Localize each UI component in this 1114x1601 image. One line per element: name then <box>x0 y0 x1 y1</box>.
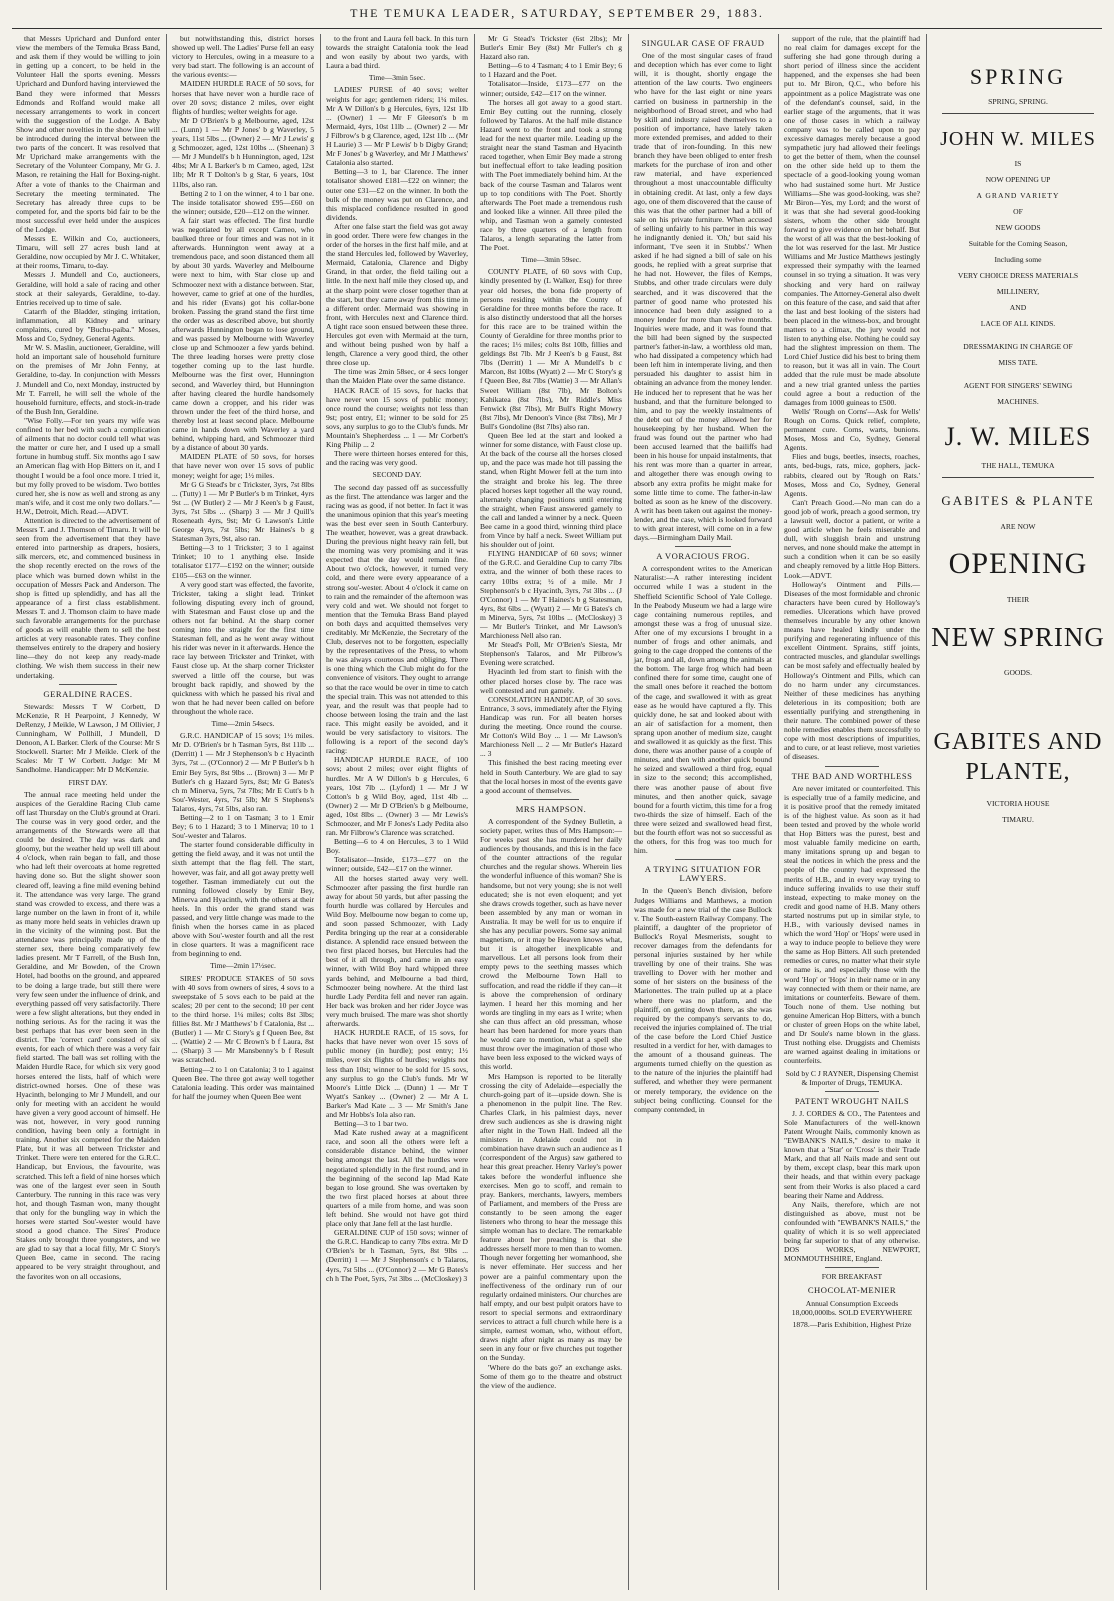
paragraph: Mr D O'Brien's b g Melbourne, aged, 12st ... (Lunn) 1 — Mr P Jones' b g Waverley, 5 years, 11st 5lbs ... (Owner) 2 — Mr J Lewis' g g Schmoozer, aged, 12st 10lbs ... (Sheenan) 3 — Mr J Mundell's b h Hunnington, aged, 12st 4lbs; Mr A L Barker's b m Cameo, aged, 12st 1lb; Mr R T Dolton's b g Star, 6 years, 10st 11lbs, also ran. <box>172 115 314 189</box>
ad-line: DRESSMAKING IN CHARGE OF <box>963 342 1073 351</box>
paragraph: Betting—3 to 1, bar Clarence. The inner totalisator showed £181—£22 on winner; the outer one £31—£2 on the winner. In both the bulk of the money was put on Clarence, and this misplaced confidence resulted in good dividends. <box>326 167 468 222</box>
paragraph: The horses all got away to a good start. Emir Bey cutting out the running, closely followed by Talaros. At the half mile distance Hazard went to the front and took a strong lead for the next quarter mile. Leading up the straight near the stand Tasman and Hyacinth raced together, when Emir Bey made a strong but ineffectual effort to take leading position with The Poet immediately behind him. At the back of the course Tasman and Talaros went up to top conditions with The Poet. Shortly afterwards The Poet made a tremendous rush and looked like a winner. All three piled the whip, and Tasman won a gamely contested race by three quarters of a length from Talaros, a length separating the latter from The Poet. <box>480 97 622 253</box>
ad-line: NEW GOODS <box>995 223 1041 232</box>
paragraph: Flies and bugs, beetles, insects, roaches, ants, bed-bugs, rats, mice, gophers, jack-rabbits, cleared out by 'Rough on Rats.' Moses, Moss and Co, Sydney, General Agents. <box>784 452 920 498</box>
paragraph: Mrs Hampson is reported to be literally crossing the city of Adelaide—especially the church-going part of it—upside down. She is a phenomenon in the pulpit line. The Rev. Charles Clark, in his palmiest days, never drew such audiences as she is drawing night after night in the Town Hall. Indeed all the ministers in Adelaide could not in combination have drawn such an audience as I (correspondent of the Argus) saw gathered to hear this great preacher. Henry Varley's power takes before the wonderful influence she exercises. Men go to scoff, and remain to pray. Bankers, merchants, lawyers, members of Parliament, and members of the Press are constantly to be seen among the eager listeners who throng to hear the message this simple woman has to declare. The remarkable feature about her preaching is that she addresses herself more to men than to women. Though never forgetting her womanhood, she is never effeminate. Her success and her power are a painful commentary upon the ineffectiveness of the ordinary run of our regularly ordained ministers. Our churches are half empty, and our best pulpit orators have to resort to special sermons and extraordinary services to attract a full church while here is a simple, earnest woman, who, without effort, draws night after night as many as may be seen in any four or five churches put together on the Sunday. <box>480 1071 622 1363</box>
column-rule <box>474 34 475 1590</box>
column-rule <box>166 34 167 1590</box>
paragraph: A correspondent of the Sydney Bulletin, a society paper, writes thus of Mrs Hampson:—For weeks past she has murdered her daily audiences by thousands, and this is in the face of the counter attractions of the regular churches and the regular shows. Wherein lies the wonderful influence of this woman? She is handsome, but not very young; she is not well educated; she is not even eloquent; and yet she draws crowds together, such as have never been assembled by any man or woman in Australia. It may be well for us to enquire if she has any peculiar powers. Some say animal magnetism, or it may be Heaven knows what, but it is altogether inexplicable and marvellous. Let all persons look from their empty pews to the seething masses which crowd the Melbourne Town Hall to suffocation, and read the riddle if they can—it is above the comprehension of ordinary laymen. I heard her this morning and her words are tingling in my ears as I write; when she can thus affect an old pressman, whose heart has been hardened for more years than he would care to mention, what a spell she must throw over the imagination of those who have been less exposed to the wicked ways of this world. <box>480 816 622 1072</box>
ad-title: OPENING <box>948 547 1088 580</box>
race-time: Time—3min 59sec. <box>520 255 582 265</box>
ad-line: MACHINES. <box>997 397 1039 406</box>
column-1 <box>12 34 164 1590</box>
ad-line: ARE NOW <box>1000 522 1036 531</box>
paragraph: MAIDEN PLATE of 50 sovs, for horses that have never won over 15 sovs of public money; weight for age; 1½ miles. <box>172 452 314 480</box>
ad-name: J. W. MILES <box>944 422 1092 451</box>
paragraph: After one false start the field was got away in good order. There were few changes in the order of the horses in the first half mile, and at the stand Hercules led, followed by Waverley, Mermaid, Catalonia, Clarence and Digby Grand, in that order, the field tailing out a little. In the next half mile they closed up, and at the sharp point were closer together than at the start, but they came away from this time in a different order. Mermaid was showing in front, with Hercules next and Clarence third. A tight race soon ensued between these three. Hercules got even with Mermaid at the turn, and without being pushed won by half a length, Clarence a very good third, the other three close up. <box>326 221 468 368</box>
paragraph: Betting—3 to 1 bar two. <box>334 1119 409 1129</box>
paragraph: Messrs J. Mundell and Co, auctioneers, Geraldine, will hold a sale of racing and other stock at their saleyards, Geraldine, to-day. Entries received up to time of sale. <box>16 270 160 307</box>
paragraph: but notwithstanding this, district horses showed up well. The Ladies' Purse fell an easy victory to Hercules, owing in a measure to a very bad start. The following is an account of the various events:— <box>172 34 314 80</box>
ad-line: VERY CHOICE DRESS MATERIALS <box>957 271 1079 280</box>
paragraph: GERALDINE CUP of 150 sovs; winner of the G.R.C. Handicap to carry 7lbs extra. Mr D O'Brien's br h Tasman, 5yrs, 8st 9lbs ... (Derritt) 1 — Mr J Stephenson's c b Talaros, 4yrs, 7st 5lbs ... (O'Connor) 2 — Mr G Bates's ch h The Poet, 5yrs, 7st 3lbs ... (McCloskey) 3 <box>326 1228 468 1283</box>
ad-title: SPRING <box>969 64 1067 89</box>
paragraph: The second day passed off as successfully as the first. The attendance was larger and the racing was as good, if not better. In fact it was the unanimous opinion that this year's meeting was the best ever seen in South Canterbury. The weather, however, was a great drawback. During the previous night heavy rain fell, but the morning was very promising and it was expected that the day would remain fine. About two o'clock, however, it turned very cold, and there were every appearance of a strong sou'-wester. About 4 o'clock it came on to rain and the remainder of the afternoon was very cold and wet. We should not forget to mention that the Temuka Brass Band played on both days and acquitted themselves very creditably. Mr McKenzie, the Secretary of the Club, deserves not to be forgotten, especially by the representatives of the Press, to whom he was always courteous and obliging. There is one thing which the Club might do for the convenience of visitors. They ought to arrange so that the race would be over in time to catch the special train. This was not attended to this year, and the result was that people had to choose between losing the train and the last race. This might easily be avoided, and it would be very satisfactory to visitors. The following is a report of the second day's racing: <box>326 482 468 756</box>
divider <box>59 684 117 685</box>
subheading: SECOND DAY. <box>372 470 422 480</box>
paragraph: Holloway's Ointment and Pills.—Diseases of the most formidable and chronic characters have been cured by Holloway's remedies. Ulcerations which have proved themselves incurable by any other known means have healed kindly under the purifying and regenerating influence of this excellent Ointment. Sprains, stiff joints, contracted muscles, and glandular swellings can be most safely and effectually healed by Holloway's Ointment and Pills, which can do no harm under any circumstances. Neither of these medicines has anything deleterious in its composition; both are essentially purifying and strengthening in their nature. The combined power of these noble remedies enables them successfully to cope with most descriptions of impurities, and to cure, or at least relieve, most varieties of diseases. <box>784 579 920 762</box>
ad-kicker: FOR BREAKFAST <box>821 1272 883 1282</box>
divider <box>942 113 1094 114</box>
paragraph: that Messrs Uprichard and Dunford enter view the members of the Temuka Brass Band, and ask them if they would be willing to join in getting up a concert, to be held in the Volunteer Hall the sports evening. Messrs Uprichard and Dunford having interviewed the Band they were informed that Messrs Edmonds and Rolfand would make all necessary arrangements to work in concert with the suggestion of the Lodge. A Baby Show and other novelties in the show line will be introduced during the interval between the two parts of the concert. It was resolved that Mr Uprichard make arrangements with the Secretary of the Volunteer Company, Mr G. J. Mason, re retaining the Hall for Boxing-night. After a vote of thanks to the Chairman and Secretary the meeting terminated. The Secretary has already three cups to be competed for, and the sports bid fair to be the most successful ever held under the auspices of the Lodge. <box>16 34 160 234</box>
column-rule <box>628 34 629 1590</box>
ad-line: Including some <box>994 255 1042 264</box>
paragraph: A very good start was effected, the favorite, Trickster, taking a slight lead. Trinket following disputing every inch of ground, with Statesman and Faust close up and the others not far behind. At the sharp corner coming into the straight for the first time Statesman fell, and as he went away without his rider was never in it afterwards. Hence the race lay between Trickster and Trinket, with Faust close up. At the sharp corner Trickster swerved a little off the course, but was brought back rapidly, and showed by the quickness with which he passed his rival and won that he had never been called on before throughout the whole race. <box>172 579 314 716</box>
article-heading: SINGULAR CASE OF FRAUD <box>641 38 765 48</box>
paragraph: HACK HURDLE RACE, of 15 sovs, for hacks that have never won over 15 sovs of public money (in hurdle); post entry; 1½ miles, over six flights of hurdles; weights not less than 10st; winner to be sold for 15 sovs, any surplus to go the Club's funds. Mr W Moore's Little Dick ... (Dunn) 1 — Mr T Wyatt's Sankey ... (Owner) 2 — Mr A L Barker's Mad Kate ... 3 — Mr Smith's Jane and Mr Hobbs's Iola also ran. <box>326 1028 468 1119</box>
paragraph: Mr W. S. Maslin, auctioneer, Geraldine, will hold an important sale of household furniture on the premises of Mr John Fenny, at Geraldine, to-day. In conjunction with Messrs J. Mundell and Co, next Monday, instructed by Mr T. Farrell, he will sell the whole of the household furniture, effects, and stock-in-trade of the Bush Inn, Geraldine. <box>16 343 160 416</box>
paragraph: A fair start was effected. The first hurdle was negotiated by all except Cameo, who baulked three or four times and was not in it afterwards. Hunnington went away at a tremendous pace, and soon distanced them all by about 30 yards. Waverley and Melbourne were next to him, with Star close up and Schmoozer next with a distance between. Star, however, came to grief at one of the hurdles, and his rider (Evans) got his collar-bone broken. Passing the grand stand the first time the order was as described above, but shortly afterwards Hunnington began to lose ground, and was passed by Melbourne with Waverley close up and Schmoozer a few yards behind. The three leading horses were pretty close together coming up to the last hurdle. Melbourne was the first over, Hunnington second, and Waverley third, but Hunnington after having cleared the hurdle handsomely came down a cropper, and his rider was thrown under the feet of the third horse, and thereby lost at least second place. Melbourne came in hands down with Waverley a yard behind, whipping hard, and Schmoozer third by a distance of about 30 yards. <box>172 215 314 453</box>
paragraph: This finished the best racing meeting ever held in South Canterbury. We are glad to say that the local horses in most of the events gave a good account of themselves. <box>480 758 622 795</box>
paragraph: Messrs E. Wilkin and Co, auctioneers, Timaru, will sell 27 acres bush land at Geraldine, now occupied by Mr J. C. Whitaker, at their rooms, Timaru, to-day. <box>16 234 161 271</box>
ad-name: GABITES & PLANTE <box>941 493 1095 508</box>
ad-line: VICTORIA HOUSE <box>986 799 1050 808</box>
ad-line: THEIR <box>1006 595 1030 604</box>
article-heading: GERALDINE RACES. <box>43 688 133 699</box>
paragraph: Betting—2 to 1 on Catalonia; 3 to 1 against Queen Bee. The three got away well together Catalonia leading. This order was maintained for half the journey when Queen Bee went <box>172 1064 314 1101</box>
advert-column <box>928 34 1108 1590</box>
divider <box>675 859 730 860</box>
paragraph: One of the most singular cases of fraud and deception which has ever come to light will, it is thought, shortly engage the attention of the law courts. Two engineers who have for the last eight or nine years carried on business in partnership in the neighborhood of Broad street, and who had by skill and industry raised themselves to a position of importance, have lately taken more extended premises, and added to their trade that of iron-founding. In this new branch they have been obliged to enter fresh markets for the purchase of iron and other raw material, and have experienced throughout a most unaccountable difficulty in obtaining credit. At last, only a few days ago, one of them discovered that the cause of this was that the other partner had a bill of sale on his private furniture. When accused of selling unfairly to his partner in this way he indignantly denied it. 'Oh,' but said his informant, 'I've seen it in Stubbs'.' When asked if he had signed a bill of sale on his goods, he replied with a great surprise that he had not. However, the files of Kemps, Stubbs, and other trade circulars were duly searched, and it was discovered that the partner of good name who protested his innocence had been duly assigned to a money lender for more than twelve months. Inquiries were made, and it was found that the bill had been signed by the suspected partner's father-in-law, a worthless old man, who had dissipated a competency which had been left him in intemperate living, and then persuaded his daughter to assist him in obtaining an advance from the money lender. He induced her to represent that he was her husband, and that the furniture belonged to him, and to pay the weekly instalments of the debt out of the money allowed her for housekeeping by her husband. When the fraud was found out the partner who had been accused learned that the bailiffs had been in his house for unpaid instalments, that his rent was more than a quarter in arrear, and altogether there was enough owing to absorb any extra profits he might make for some little time to come. The father-in-law bolted as soon as he knew of the discovery. A writ has been taken out against the money-lender, and the case, which is looked forward to with great interest, will come on in a few days.—Birmingham Daily Mail. <box>634 51 772 543</box>
ad-line: MISS TATE. <box>998 358 1038 367</box>
ad-line: MILLINERY, <box>996 287 1040 296</box>
paragraph: Mr G Stead's Trickster (6st 2lbs); Mr Butler's Emir Bey (8st) Mr Fuller's ch g Hazard also ran. <box>480 34 622 62</box>
column-rule <box>926 34 927 1590</box>
column-4 <box>476 34 626 1590</box>
paragraph: Catarrh of the Bladder, stinging irritation, inflammation, all Kidney and urinary complaints, cured by "Buchu-paiba." Moses, Moss and Co, Sydney, General Agents. <box>16 306 160 344</box>
paragraph: HANDICAP HURDLE RACE, of 100 sovs; about 2 miles; over eight flights of hurdles. Mr A W Dillon's b g Hercules, 6 years, 10st 7lb ... (Lyford) 1 — Mr J W Cotton's b g Wild Boy, aged, 11st 4lb ... (Owner) 2 — Mr D O'Brien's b g Melbourne, aged, 10st 8lbs ... (Owner) 3 — Mr Lewis's Schmoozer, and Mr F Jones's Lady Pedita also ran. Mr Filbrow's Clarence was scratched. <box>326 755 468 838</box>
ad-name: GABITES AND PLANTE, <box>933 729 1103 785</box>
paragraph: Totalisator—Inside, £173—£77 on the winner; outside, £42—£17 on the winner. <box>326 855 468 874</box>
divider <box>825 1091 879 1092</box>
paragraph: Betting 2 to 1 on the winner, 4 to 1 bar one. The inside totalisator showed £95—£60 on the winner; outside, £20—£12 on the winner. <box>172 188 314 216</box>
paragraph: Mr G G Stead's br c Trickster, 3yrs, 7st 8lbs ... (Tutty) 1 — Mr P Butler's b m Trinket, 4yrs 9st ... (W Butler) 2 — Mr J Keen's b g Faust, 3yrs, 7st 5lbs ... (Sharp) 3 — Mr J Quill's Roseneath 4yrs, 9st; Mr G Lawson's Little George 4yrs, 7st 5lbs; Mr Haines's b g Statesman 3yrs, 9st, also ran. <box>172 479 314 544</box>
divider <box>825 1267 879 1268</box>
paragraph: CONSOLATION HANDICAP, of 30 sovs. Entrance, 3 sovs, immediately after the Flying Handicap was run. For all beaten horses during the meeting. Once round the course. Mr Cotton's Wild Boy ... 1 — Mr Lawson's Marchioness Nell ... 2 — Mr Butler's Hazard ... 3 <box>480 694 622 759</box>
ad-line: Annual Consumption Exceeds 18,000,000lbs. SOLD EVERYWHERE <box>791 1298 913 1317</box>
paragraph: to the front and Laura fell back. In this turn towards the straight Catalonia took the lead and won easily by about two yards, with Laura a bad third. <box>326 34 468 71</box>
paragraph: There were thirteen horses entered for this, and the racing was very good. <box>326 449 468 468</box>
masthead-rule <box>12 28 1102 29</box>
seller-line: Sold by C J RAYNER, Dispensing Chemist & Importer of Drugs, TEMUKA. <box>785 1068 919 1087</box>
ad-line: NOW OPENING UP <box>985 175 1051 184</box>
ad-line: THE HALL, TEMUKA <box>981 461 1055 470</box>
column-6 <box>780 34 924 1590</box>
race-time: Time—2min 17½sec. <box>210 961 276 971</box>
ad-title: NEW SPRING <box>931 622 1105 652</box>
paragraph: All the horses started away very well. Schmoozer after passing the first hurdle ran away for about 50 yards, but after passing the fourth hurdle was collared by Hercules and Wild Boy. Melbourne now began to come up, and soon passed Schmoozer, with Lady Perdita bringing up the rear at a considerable distance. A splendid race ensued between the two first placed horses, but Hercules had the best of it all through, and came in an easy winner, with Wild Boy hard whipped three yards behind, and Melbourne a bad third, Schmoozer being nowhere. At the third last hurdle Lady Perdita fell and never ran again. Her back was broken and her rider Joyce was very much bruised. The mare was shot shortly afterwards. <box>326 873 468 1029</box>
divider <box>523 799 580 800</box>
ad-line: OF <box>1013 207 1023 216</box>
article-heading: MRS HAMPSON. <box>515 803 587 814</box>
column-rule <box>778 34 779 1590</box>
paragraph: Mr Stead's Poll, Mr O'Brien's Siesta, Mr Stephenson's Talaros, and Mr Pilbrow's Evening were scratched. <box>480 640 622 668</box>
article-heading: THE BAD AND WORTHLESS <box>791 770 913 781</box>
ad-name: JOHN W. MILES <box>940 128 1096 150</box>
paragraph: The starter found considerable difficulty in getting the field away, and it was not until the sixth attempt that the flag fell. The start, however, was fair, and all got away pretty well together. Tasman immediately cut out the running followed closely by Emir Bey, Minerva and Hyacinth, with the others at their heels. In this order the grand stand was passed, and very little change was made to the finish when the horses came in as placed above with Sou'-wester fourth and all the rest in close quarters. It was a magnificent race from beginning to end. <box>172 840 314 959</box>
ad-line: Suitable for the Coming Season, <box>968 239 1068 248</box>
paragraph: Betting—6 to 4 on Hercules, 3 to 1 Wild Boy. <box>326 837 468 856</box>
paragraph: Betting—6 to 4 Tasman; 4 to 1 Emir Bey; 6 to 1 Hazard and the Poet. <box>480 61 622 80</box>
paragraph: LADIES' PURSE of 40 sovs; welter weights for age; gentlemen riders; 1¼ miles. Mr A W Dillon's b g Hercules, 6yrs, 12st 1lb ... (Owner) 1 — Mr F Gleeson's b m Mermaid, 4yrs, 10st 11lb ... (Owner) 2 — Mr J Filbrow's b g Clarence, aged, 12st 1lb ... (Mr H Laurie) 3 — Mr P Lewis' b b Digby Grand; Mr F Jones' b g Waverley, and Mr J Matthews' Catalonia also started. <box>326 85 468 168</box>
paragraph: SIRES' PRODUCE STAKES of 50 sovs with 40 sovs from owners of sires, 4 sovs to a sweepstake of 5 sovs each to be paid at the scales; 20 per cent to the second; 10 per cent to the third horse. 1¼ miles; colts 8st 3lbs; fillies 8st. Mr J Matthews' b f Catalonia, 8st ... (Butler) 1 — Mr C Story's g f Queen Bee, 8st ... (Wattie) 2 — Mr C Brown's b f Laura, 8st ... (Sharp) 3 — Mr Mansbenny's b f Result was scratched. <box>172 973 314 1065</box>
paragraph: J. J. CORDES & CO., The Patentees and Sole Manufacturers of the well-known Patent Wrought Nails, commonly known as "EWBANK'S NAILS," desire to make it known that a 'Star' or 'Cross' is their Trade Mark, and that all Nails made and sent out by them, except clasp, bear this mark upon their heads, and that within every package sent from their Works is also placed a card bearing their Name and Address. <box>784 1108 920 1200</box>
paragraph: "Wise Folly.—For ten years my wife was confined to her bed with such a complication of ailments that no doctor could tell what was the matter or cure her, and I used up a small fortune in humbug stuff. Six months ago I saw an American flag with Hop Bitters on it, and I thought I would be a fool once more. I tried it, but my folly proved to be wisdom. Two bottles cured her, she is now as well and strong as any man's wife, and it cost me only two dollars."—H.W., Detroit, Mich. Read.—ADVT. <box>16 415 160 516</box>
ad-line: IS <box>1014 159 1022 168</box>
ad-line: A GRAND VARIETY <box>976 191 1060 200</box>
paragraph: Hyacinth led from start to finish with the other placed horses close by. The race was well contested and run gamely. <box>480 667 622 695</box>
paragraph: COUNTY PLATE, of 60 sovs with Cup, kindly presented by (L Walker, Esq) for three year old horses, the bona fide property of persons residing within the County of Geraldine for three months before the race. It is also distinctly understood that all the horses for this race are to be trained within the County of Geraldine for three months prior to the races; 1½ miles; colts 8st 10lb, fillies and geldings 8st 7lb. Mr J Keen's b g Faust, 8st 7lbs (Derritt) 1 — Mr A Mundell's b c Marcon, 8st 10lbs (Wyatt) 2 — Mr C Story's g f Queen Bee, 8st 7lbs (Wattie) 3 — Mr Allan's Sweet William (8st 7lb), Mr Bolton's Kahikatea (8st 7lbs), Mr Riddle's Miss Fenwick (8st 7lbs), Mr Bull's Right Mowry (8st 7lbs), Mr Denoon's Vince (8st 7lbs), Mr J Bull's Gondoline (8st 7lbs) also ran. <box>480 267 622 431</box>
paragraph: Betting—3 to 1 Trickster; 3 to 1 against Trinket; 10 to 1 anything else. Inside totalisator £177—£192 on the winner; outside £105—£63 on the winner. <box>172 543 314 580</box>
column-rule <box>320 34 321 1590</box>
paragraph: 'Where do the bats go?' an exchange asks. Some of them go to the theatre and obstruct the view of the audience. <box>480 1362 622 1390</box>
paragraph: Are never imitated or counterfeited. This is especially true of a family medicine, and it is positive proof that the remedy imitated is of the highest value. As soon as it had been tested and proved by the whole world that Hop Bitters was the purest, best and most valuable family medicine on earth, many imitations sprung up and began to steal the notices in which the press and the people of the country had expressed the merits of H.B., and in every way trying to induce suffering invalids to use their stuff instead, expecting to make money on the credit and good name of H.B. Many others started nostrums put up in similar style, to H.B., with variously devised names in which the word 'Hop' or 'Hops' were used in a way to induce people to believe they were the same as Hop Bitters. All such pretended remedies or cures, no matter what their style or name is, and especially those with the word 'Hop' or 'Hops' in their name or in any way connected with them or their name, are imitations or counterfeits. Beware of them. Touch none of them. Use nothing but genuine American Hop Bitters, with a bunch or cluster of green Hops on the white label, and Dr Soule's name blown in the glass. Trust nothing else. Druggists and Chemists are warned against dealing in imitations or counterfeits. <box>784 783 920 1066</box>
race-time: Time—3min 5sec. <box>368 73 426 83</box>
paragraph: The annual race meeting held under the auspices of the Geraldine Racing Club came off last Thursday on the Club's ground at Orari. The course was in very good order, and the arrangements of the Stewards were all that could be desired. The day was dark and gloomy, but the weather held up well till about 4 o'clock, when rain began to fall, and those who had left their overcoats at home regretted having done so. But the slight shower soon cleared off, leaving a fine mild evening behind it. The attendance was very large. The grand stand was crowded to excess, and there was a large number on the lawn in front of it, while as many more held seats in vehicles drawn up in the vicinity of the winning post. But the attendance was principally made up of the sterner sex, there being comparatively few ladies present. Mr T Farrell, of the Bush Inn, Geraldine, and Mr Bowden, of the Crown Hotel, had booths on the ground, and appeared to be doing a large trade, but still there were very few seen under the influence of drink, and everything passed off very satisfactorily. There were a few slight alterations, but they ended in nothing serious. As for the racing it was the best perhaps that has ever been seen in the district. The 'correct card' consisted of six events, for each of which there was a very fair field started. The ball was set rolling with the Maiden Hurdle Race, for which six very good horses entered the lists, half of which were district-owned horses. One of these was Hyacinth, belonging to Mr J Mundell, and our only for meeting with an accident he would have given a very good account of himself. He was not, however, in very good running condition, having been only a fortnight in training. Another six competed for the Maiden Plate, but it was all between Trickster and Trinket. There were ten entered for the G.R.C. Handicap, but Envious, the favourite, was scratched. This left a field of nine horses which was one of the largest ever seen in South Canterbury. The running in this race was very hot, and though Tasman won, many thought that only for the bungling way in which the horses were started Sou'-wester would have stood a good chance. The Sires' Produce Stakes only brought three youngsters, and we are glad to say that a local filly, Mr C Story's Queen Bee, came in second. The racing appeared to be very straight throughout, and the favorites won on all occasions, <box>16 789 160 1281</box>
ad-line: GOODS. <box>1003 668 1033 677</box>
paragraph: The time was 2min 58sec, or 4 secs longer than the Maiden Plate over the same distance. <box>326 367 468 386</box>
column-5 <box>630 34 776 1590</box>
race-time: Time—2min 54secs. <box>211 719 275 729</box>
paragraph: Betting—2 to 1 on Tasman; 3 to 1 Emir Bey; 6 to 1 Hazard; 3 to 1 Minerva; 10 to 1 Sou'-wester and Talaros. <box>172 812 314 841</box>
ad-line: AGENT FOR SINGERS' SEWING <box>963 381 1073 390</box>
divider <box>825 766 879 767</box>
paragraph: A correspondent writes to the American Naturalist:—A rather interesting incident occurred while I was a student in the Sheffield Scientific School of Yale College. In the Peabody Museum we had a large wire cage containing numerous reptiles, and amongst these was a frog of unusual size. After one of my excursions I brought in a number of frogs and other animals, and going to the cage dropped the contents of the jar, frogs and all, down among the animals at the bottom. The large frog which had been confined there for some time, caught one of the small ones before it reached the bottom of the cage, and swallowed it with as great ease as he would have captured a fly. This quickly done, he sat and looked about with an air of satisfaction for a moment, then sprang upon another of medium size, caught and swallowed it as quickly as the first. This done, there was another pause of a couple of minutes, and then with another quick bound he seized and swallowed a third frog, equal in size to the second; this accomplished, there was another pause of about five minutes, and then another quick, savage bound for a fourth victim, this time for a frog two-thirds the size of himself. Each of the three were seized and swallowed head first, but the fourth effort was not so successful as the others, for this frog was too much for him. <box>634 564 772 856</box>
article-heading: A TRYING SITUATION FOR LAWYERS. <box>644 864 762 884</box>
ad-heading: PATENT WROUGHT NAILS <box>794 1095 910 1106</box>
paragraph: FLYING HANDICAP of 60 sovs; winner of the G.R.C. and Geraldine Cup to carry 7lbs extra, and the winner of both these races to carry 10lbs extra; ½ of a mile. Mr J Stephenson's b c Hyacinth, 3yrs, 7st 3lbs ... (J O'Connor) 1 — Mr T Haines's b g Statesman, 4yrs, 8st 6lbs ... (Wyatt) 2 — Mr G Bates's ch m Minerva, 5yrs, 7st 10lbs ... (McCloskey) 3 — Mr Butler's Trinket, and Mr Lawson's Marchioness Nell also ran. <box>480 549 622 641</box>
paragraph: Mad Kate rushed away at a magnificent race, and soon all the others were left a considerable distance behind, the winner being amongst the last. All the hurdles were negotiated splendidly in the first round, and in the beginning of the second lap Mad Kate began to lose ground. She was overtaken by the two first placed horses at about three quarters of a mile from home, and was soon left behind. She would not have got third place only that Jane fell at the last hurdle. <box>326 1128 468 1229</box>
ad-line: TIMARU. <box>1002 815 1034 824</box>
paragraph: Can't Preach Good.—No man can do a good job of work, preach a good sermon, try a lawsuit well, doctor a patient, or write a good article when he feels miserable and dull, with sluggish brain and unstrung nerves, and none should make the attempt in such a condition when it can be so easily and cheaply removed by a little Hop Bitters. Look.—ADVT. <box>784 497 920 580</box>
masthead: THE TEMUKA LEADER, SATURDAY, SEPTEMBER 29, 1883. <box>350 6 764 20</box>
paragraph: In the Queen's Bench division, before Judges Williams and Matthews, a motion was made for a new trial of the case Bullock v. The South-eastern Railway Company. The plaintiff, a daughter of the proprietor of Bullock's Royal Mesmerists, sought to recover damages from the defendants for personal injuries sustained by her while travelling by one of their trains. She was travelling to Dover with her mother and some of her sisters on the business of the Marionettes. The train pulled up at a place where there was no platform, and the plaintiff, on getting down there, as she was required by the company's servants to do, received the injuries complained of. The trial of the case before the Lord Chief Justice resulted in a verdict for her, with damages to the amount of a thousand guineas. The arguments turned chiefly on the question as to the nature of the injuries the plaintiff had suffered, and whether they were permanent or merely temporary, the evidence on the subject being conflicting. Counsel for the company contended, in <box>634 886 772 1114</box>
paragraph: Wells' 'Rough on Corns'—Ask for Wells' Rough on Corns. Quick relief, complete, permanent cure. Corns, warts, bunions. Moses, Moss and Co, Sydney, General Agents. <box>784 406 920 453</box>
ad-line: AND <box>1009 303 1027 312</box>
paragraph: Totalisator—Inside, £173—£77 on the winner; outside, £42—£17 on the winner. <box>480 79 622 98</box>
article-heading: A VORACIOUS FROG. <box>656 551 750 562</box>
ad-heading: CHOCOLAT-MENIER <box>807 1285 897 1296</box>
paragraph: Attention is directed to the advertisement of Messrs T. and J. Thomson of Timaru. It will be seen from the advertisement that they have entered into partnership as drapers, hosiers, silk mercers, etc, and commenced business in the shop recently erected on the rows of the place which was burned down whilst in the occupation of Messrs Pack and Anderson. The shop is fitted up splendidly, and has all the appearance of a first class establishment. Messrs T. and J. Thomson claim to have made such favorable arrangements for the purchase of goods as will enable them to sell the best articles at very reasonable rates. They confine themselves entirely to the drapery and hosiery line—they do not keep any ready-made clothing. We wish them success in their new undertaking. <box>16 515 160 680</box>
paragraph: Stewards: Messrs T W Corbett, D McKenzie, R H Pearpoint, J Kennedy, W DeRenzy, J Meikle, W Lawson, J M Ollivier, J Cunningham, W Pollhill, J Mundell, D Denoon, A L Barker. Clerk of the Course: Mr S Stockwell. Starter: Mr J Meikle. Clerk of the Scales: Mr T W Corbett. Judge: Mr M Sandholme. Handicapper: Mr D McKenzie. <box>16 701 160 775</box>
column-3 <box>322 34 472 1590</box>
paragraph: Queen Bee led at the start and looked a winner for some distance, with Faust close up. At the back of the course all the horses closed up, and the pace was made hot till passing the stand, when Right Mower fell at the turn into the straight and broke his leg. The three placed horses kept together all the way round, alternately changing positions until entering the straight, when Faust answered gamely to the call and landed a winner by a neck. Queen Bee came in a good third, winning third place from Vince by half a neck. Sweet William put his shoulder out of joint. <box>480 431 622 550</box>
paragraph: G.R.C. HANDICAP of 15 sovs; 1½ miles. Mr D. O'Brien's br h Tasman 5yrs, 8st 11lb ... (Derritt) 1 — Mr J Stephenson's b c Hyacinth 3yrs, 7st ... (O'Connor) 2 — Mr P Butler's b h Emir Bey 5yrs, 8st 9lbs ... (Brown) 3 — Mr P Butler's ch g Hazard 5yrs, 8st; Mr G Bates's ch m Minerva, 5yrs, 7st 7lbs; Mr E Cutt's b h Sou'-Wester, 4yrs, 7st 5lb; Mr S Stephens's Talaros, 4yrs, 7st 5lbs, also ran. <box>172 731 314 813</box>
paragraph: support of the rule, that the plaintiff had no real claim for damages except for the suffering she had gone through during a short period of illness since the accident happened, and the expenses she had been put to. Mr Biron, Q.C., who before his appointment as a police Magistrate was one of the defendant's counsel, said, in the earlier stage of the arguments, that it was one of those cases in which a railway company was to be called upon to pay excessive damages merely because a good sympathetic jury had allowed their feelings to get the better of them, when the counsel on the other side held up to them the spectacle of a good-looking young woman who had sustained some hurt. Mr Justice Williams—She was good-looking, was she? Mr Biron—Yes, my Lord; and the worst of it was that she had several good-looking sisters, whom the other side brought forward to give evidence on her behalf. But the worst of all was that the best-looking of the lot was reserved for the last. Mr Justice Williams and Mr Justice Matthews jestingly expressed their sympathy with the learned counsel in so trying a situation. It was very shocking and very hard on railway companies. The Attorney-General also dwelt on this feature of the case, and said that after the last and best looking of the sisters had been placed in the witness-box, and brought matters to a climax, the jury would not listen to anything else. Nothing he could say had the slightest impression on them. The Lord Chief Justice did his best to bring them to reason, but it was all in vain. The Court added that the rule must be made absolute and a new trial granted unless the parties could agree a bout a reduction of the damages from 1000 guineas to £500. <box>784 34 920 407</box>
paragraph: HACK RACE of 15 sovs, for hacks that have never won 15 sovs of public money; once round the course; weights not less than 9st; post entry, £1; winner to be sold for 25 sovs, any surplus to go to the Club's funds. Mr Mountain's Shepherdess ... 1 — Mr Corbett's King Philip ... 2 <box>326 385 468 450</box>
ad-line: SPRING, SPRING. <box>988 97 1048 106</box>
paragraph: Any Nails, therefore, which are not distinguished as above, must not be confounded with "EWBANK'S NAILS," the quality of which it is so well appreciated being far superior to that of any otherwise. DOS WORKS, NEWPORT, MONMOUTHSHIRE, England. <box>784 1199 920 1264</box>
divider <box>675 546 730 547</box>
ad-line: 1878.—Paris Exhibition, Highest Prize <box>792 1319 912 1329</box>
divider <box>942 477 1094 478</box>
ad-line: LACE OF ALL KINDS. <box>980 319 1056 328</box>
column-2 <box>168 34 318 1590</box>
paragraph: MAIDEN HURDLE RACE of 50 sovs, for horses that have never won a hurdle race of over 20 sovs; distance 2 miles, over eight flights of hurdles; welter weights for age. <box>172 79 314 116</box>
subheading: FIRST DAY. <box>68 777 108 787</box>
